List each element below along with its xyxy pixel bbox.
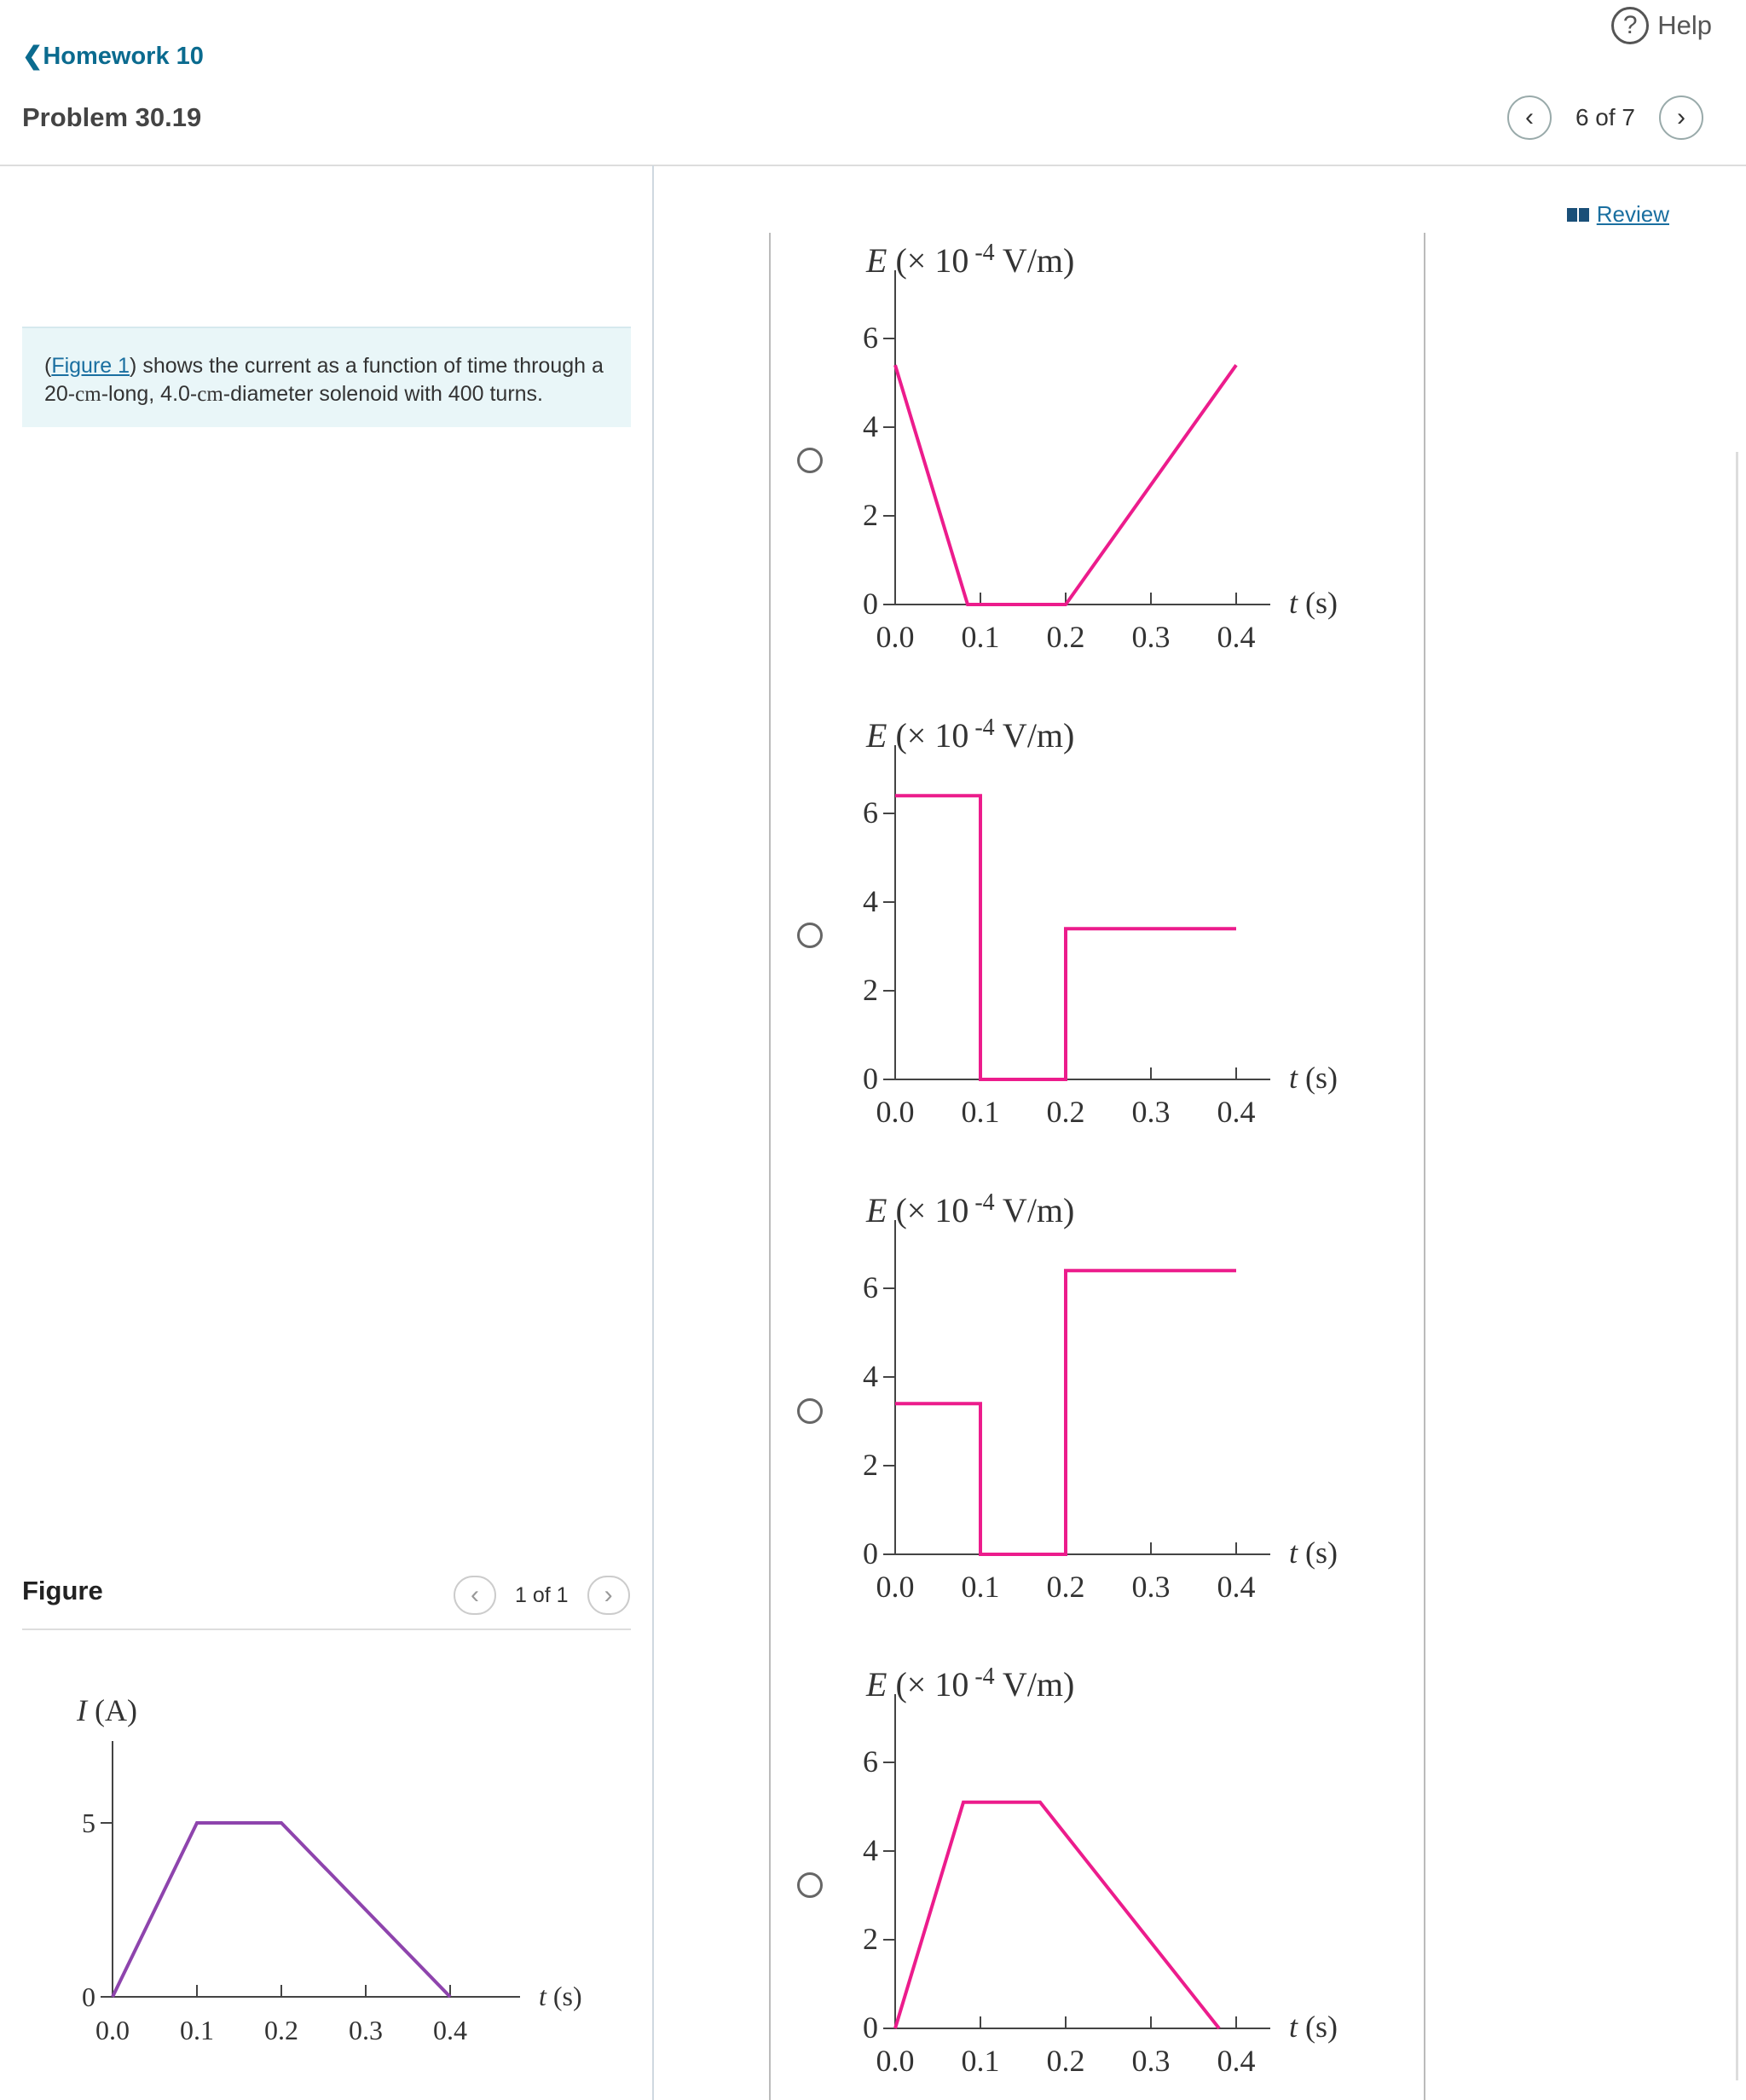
problem-pager [1507, 95, 1703, 140]
y-axis-unit-tail: V/m) [994, 241, 1075, 280]
figure-1-chart [34, 1688, 631, 2046]
y-tick-label: 5 [82, 1808, 95, 1838]
y-tick-label: 0 [82, 1981, 95, 2012]
chevron-right-icon: › [604, 1581, 613, 1609]
x-axis-symbol: t [1289, 1536, 1306, 1570]
y-tick-label: 4 [863, 1833, 878, 1867]
y-axis-exponent: -4 [968, 240, 995, 266]
help-label: Help [1657, 10, 1712, 40]
chevron-left-icon: ‹ [471, 1581, 479, 1609]
y-axis-symbol: E [866, 1191, 896, 1229]
y-axis-exponent: -4 [968, 1663, 995, 1690]
x-tick-label: 0.0 [876, 2044, 915, 2078]
review-label: Review [1596, 201, 1669, 227]
y-tick-label: 6 [863, 1744, 878, 1779]
figure-1-link[interactable]: Figure 1 [51, 354, 130, 378]
y-axis-unit: (× 10 [895, 716, 969, 755]
intro-text-b: -long, 4.0- [101, 382, 198, 406]
x-tick-label: 0.2 [1046, 1570, 1085, 1604]
data-line [895, 1270, 1236, 1554]
y-axis-label [865, 240, 1074, 280]
y-axis-unit: (× 10 [895, 1665, 969, 1704]
x-axis-symbol: t [539, 1981, 553, 2011]
x-tick-label: 0.2 [1046, 1095, 1085, 1129]
option-b-chart [818, 709, 1415, 1153]
y-tick-label: 2 [863, 1448, 878, 1482]
y-axis-symbol: E [866, 1665, 896, 1704]
x-tick-label: 0.1 [961, 1095, 1000, 1129]
intro-text-c: -diameter solenoid with 400 turns. [223, 382, 543, 406]
x-tick-label: 0.2 [1046, 2044, 1085, 2078]
x-tick-label: 0.0 [95, 2015, 130, 2045]
x-tick-label: 0.0 [876, 1095, 915, 1129]
option-a-chart [818, 234, 1415, 678]
x-axis-label [1289, 586, 1338, 620]
back-label: Homework 10 [43, 43, 204, 70]
y-tick-label: 4 [863, 409, 878, 443]
next-figure-button[interactable] [587, 1576, 630, 1615]
unit-cm: cm [75, 383, 101, 406]
y-tick-label: 0 [863, 1062, 878, 1096]
option-c-chart [818, 1184, 1415, 1628]
y-axis-unit-tail: V/m) [994, 1191, 1075, 1229]
x-axis-label [1289, 1061, 1338, 1095]
data-line [895, 365, 1236, 605]
y-axis-label [865, 714, 1074, 755]
book-icon [1566, 206, 1590, 223]
y-tick-label: 0 [863, 587, 878, 621]
y-tick-label: 4 [863, 1359, 878, 1393]
y-tick-label: 4 [863, 884, 878, 918]
x-tick-label: 0.1 [961, 2044, 1000, 2078]
y-axis-label [76, 1693, 137, 1727]
x-tick-label: 0.3 [1131, 1095, 1171, 1129]
x-tick-label: 0.3 [1131, 1570, 1171, 1604]
data-line [895, 1802, 1219, 2028]
header-divider [0, 165, 1746, 166]
x-tick-label: 0.4 [1217, 1570, 1256, 1604]
chevron-left-icon: ‹ [1524, 103, 1534, 131]
x-axis-symbol: t [1289, 586, 1306, 620]
previous-problem-button[interactable] [1507, 95, 1552, 140]
y-tick-label: 6 [863, 321, 878, 355]
x-tick-label: 0.4 [1217, 1095, 1256, 1129]
y-axis-exponent: -4 [968, 1189, 995, 1216]
y-axis-unit: (× 10 [895, 1191, 969, 1229]
y-axis-symbol: I [77, 1693, 95, 1727]
y-tick-label: 2 [863, 973, 878, 1007]
problem-intro [22, 327, 631, 427]
x-tick-label: 0.4 [433, 2015, 467, 2045]
x-axis-unit: (s) [1305, 1536, 1338, 1570]
x-axis-unit: (s) [1305, 2010, 1338, 2044]
intro-paren: ( [44, 354, 52, 378]
x-axis-symbol: t [1289, 2010, 1306, 2044]
problem-pager-label: 6 of 7 [1575, 104, 1635, 130]
column-divider [652, 165, 654, 2100]
x-tick-label: 0.3 [349, 2015, 383, 2045]
y-tick-label: 6 [863, 795, 878, 830]
previous-figure-button[interactable] [454, 1576, 496, 1615]
back-to-homework-link[interactable] [22, 41, 204, 71]
y-axis-label [865, 1189, 1074, 1229]
x-tick-label: 0.0 [876, 620, 915, 654]
x-tick-label: 0.4 [1217, 2044, 1256, 2078]
question-circle-icon: ? [1611, 7, 1649, 44]
unit-cm: cm [197, 383, 223, 406]
chevron-left-icon: ❮ [22, 43, 43, 70]
y-axis-symbol: E [866, 716, 896, 755]
x-tick-label: 0.2 [264, 2015, 298, 2045]
chevron-right-icon: › [1677, 103, 1685, 131]
x-tick-label: 0.1 [961, 620, 1000, 654]
figure-heading: Figure [22, 1576, 103, 1605]
x-tick-label: 0.3 [1131, 620, 1171, 654]
y-axis-unit: (× 10 [895, 241, 969, 280]
figure-divider [22, 1629, 631, 1630]
x-tick-label: 0.2 [1046, 620, 1085, 654]
y-tick-label: 0 [863, 1536, 878, 1571]
y-tick-label: 6 [863, 1270, 878, 1305]
x-axis-unit: (s) [1305, 1061, 1338, 1095]
review-link[interactable] [1566, 201, 1669, 228]
x-axis-label [1289, 1536, 1338, 1570]
problem-title: Problem 30.19 [22, 102, 202, 132]
y-axis-label [865, 1663, 1074, 1704]
scrollbar[interactable] [1736, 452, 1738, 2080]
y-tick-label: 2 [863, 498, 878, 532]
x-axis-label [539, 1981, 582, 2011]
y-axis-unit: (A) [95, 1693, 137, 1727]
intro-text-a: ) shows the current as a function of time through a 20- [44, 354, 604, 406]
x-axis-symbol: t [1289, 1061, 1306, 1095]
data-line [113, 1823, 450, 1997]
x-axis-label [1289, 2010, 1338, 2044]
y-tick-label: 2 [863, 1922, 878, 1956]
x-tick-label: 0.3 [1131, 2044, 1171, 2078]
y-axis-symbol: E [866, 241, 896, 280]
x-axis-unit: (s) [1305, 586, 1338, 620]
x-tick-label: 0.4 [1217, 620, 1256, 654]
x-tick-label: 0.1 [180, 2015, 214, 2045]
x-tick-label: 0.1 [961, 1570, 1000, 1604]
y-axis-unit-tail: V/m) [994, 1665, 1075, 1704]
y-tick-label: 0 [863, 2010, 878, 2045]
x-axis-unit: (s) [552, 1981, 582, 2011]
x-tick-label: 0.0 [876, 1570, 915, 1604]
figure-pager-label: 1 of 1 [515, 1582, 569, 1607]
y-axis-exponent: -4 [968, 714, 995, 741]
y-axis-unit-tail: V/m) [994, 716, 1075, 755]
data-line [895, 795, 1236, 1079]
option-d-chart [818, 1658, 1415, 2100]
next-problem-button[interactable] [1659, 95, 1703, 140]
help-link[interactable] [1611, 7, 1712, 44]
figure-pager [454, 1576, 630, 1615]
